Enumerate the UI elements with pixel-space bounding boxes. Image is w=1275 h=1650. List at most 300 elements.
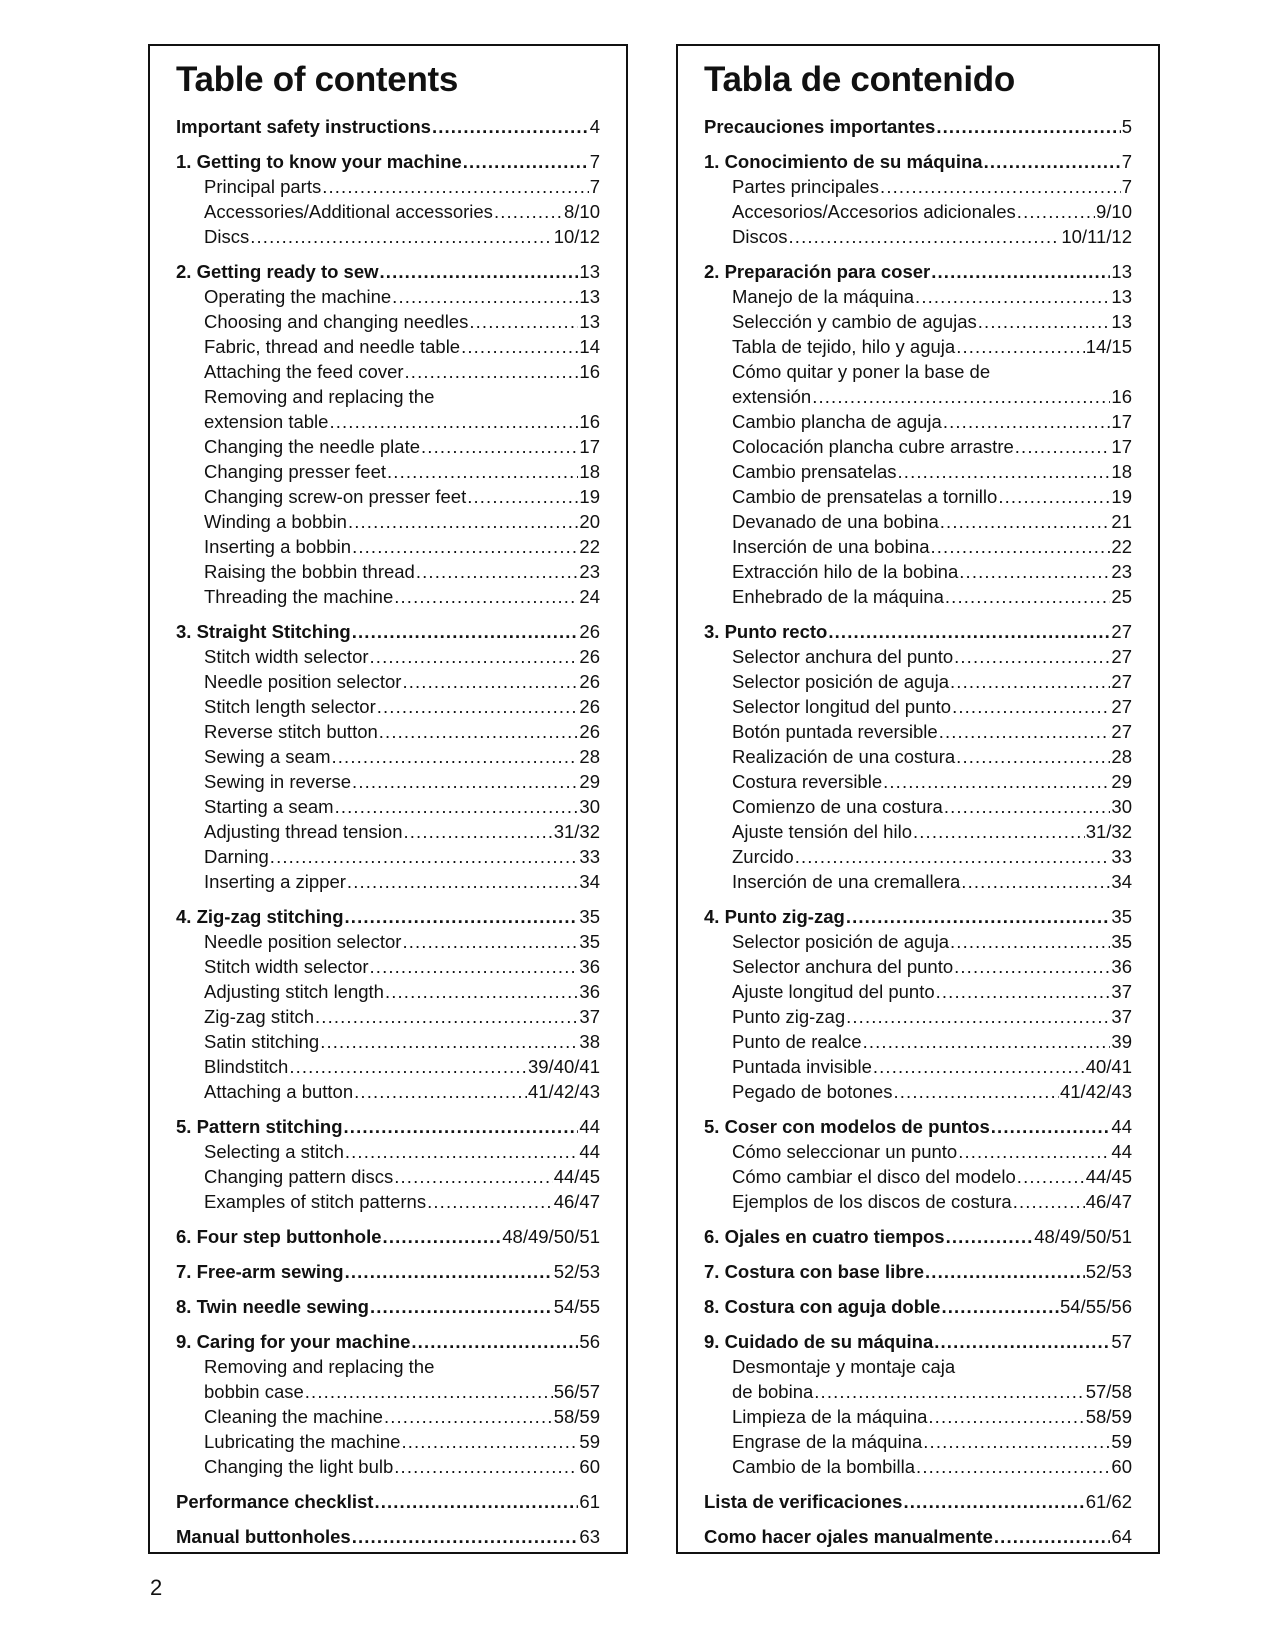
toc-entry-text: Inserción de una cremallera (732, 871, 961, 892)
toc-section-entry (704, 619, 1132, 644)
toc-entry-text: Needle position selector (204, 671, 402, 692)
toc-page-number: 22 (1111, 536, 1132, 557)
toc-entry-text: Zig-zag stitch (204, 1006, 315, 1027)
toc-subentry (176, 1379, 600, 1404)
toc-dot-leader (930, 534, 1110, 559)
toc-page-number: 21 (1111, 511, 1132, 532)
toc-page-number: 30 (1111, 796, 1132, 817)
toc-entry-text: Inserting a bobbin (204, 536, 352, 557)
toc-dot-leader (956, 334, 1085, 359)
toc-page-number: 58/59 (553, 1406, 600, 1427)
toc-group-gap (704, 1514, 1132, 1524)
toc-entry-text: Selector longitud del punto (732, 696, 952, 717)
toc-page-number: 38 (579, 1031, 600, 1052)
toc-subentry (176, 1189, 600, 1214)
toc-dot-leader (903, 1489, 1084, 1514)
toc-dot-leader (331, 744, 578, 769)
toc-page-number: 41/42/43 (1059, 1081, 1132, 1102)
toc-dot-leader (950, 929, 1110, 954)
toc-dot-leader (923, 1429, 1110, 1454)
toc-dot-leader (352, 619, 579, 644)
toc-page-number: 44 (1111, 1141, 1132, 1162)
toc-entry-text: Ejemplos de los discos de costura (732, 1191, 1012, 1212)
toc-entry-text: Removing and replacing the (204, 386, 435, 407)
toc-dot-leader (961, 869, 1110, 894)
toc-dot-leader (463, 149, 589, 174)
toc-dot-leader (289, 1054, 527, 1079)
toc-entry-text: 9. Caring for your machine (176, 1331, 411, 1352)
toc-dot-leader (387, 459, 578, 484)
toc-entry-text: Enhebrado de la máquina (732, 586, 944, 607)
toc-entry-text: Limpieza de la máquina (732, 1406, 928, 1427)
toc-entry-text: 4. Zig-zag stitching (176, 906, 344, 927)
toc-dot-leader (315, 1004, 578, 1029)
toc-entry-text: 3. Straight Stitching (176, 621, 351, 642)
toc-subentry (176, 409, 600, 434)
toc-group-gap (176, 1479, 600, 1489)
toc-entry-text: bobbin case (204, 1381, 304, 1402)
toc-page-number: 64 (1111, 1526, 1132, 1547)
toc-dot-leader (846, 904, 1111, 929)
toc-subentry (704, 719, 1132, 744)
toc-section-entry (704, 1259, 1132, 1284)
toc-subentry (176, 744, 600, 769)
toc-entry-text: Manual buttonholes (176, 1526, 351, 1547)
toc-section-entry (704, 259, 1132, 284)
toc-group-gap (176, 1104, 600, 1114)
toc-entry-text: extensión (732, 386, 812, 407)
toc-page-number: 28 (579, 746, 600, 767)
toc-entry-text: Accesorios/Accesorios adicionales (732, 201, 1016, 222)
toc-page-number: 46/47 (553, 1191, 600, 1212)
toc-page-number: 34 (1111, 871, 1132, 892)
toc-subentry (176, 584, 600, 609)
toc-group-gap (704, 249, 1132, 259)
toc-page-number: 23 (579, 561, 600, 582)
toc-page-number: 7 (1121, 151, 1132, 172)
toc-spanish-list (704, 114, 1132, 1549)
toc-subentry (704, 199, 1132, 224)
toc-subentry (704, 434, 1132, 459)
toc-page-number: 22 (579, 536, 600, 557)
toc-entry-text: Cleaning the machine (204, 1406, 383, 1427)
toc-entry-text: Realización de una costura (732, 746, 956, 767)
toc-subentry (704, 359, 1132, 384)
toc-page-number: 10/11/12 (1061, 226, 1132, 247)
toc-entry-text: Starting a seam (204, 796, 334, 817)
toc-subentry (176, 694, 600, 719)
toc-entry-text: Desmontaje y montaje caja (732, 1356, 956, 1377)
toc-dot-leader (348, 509, 578, 534)
toc-subentry (704, 669, 1132, 694)
toc-entry-text: 8. Costura con aguja doble (704, 1296, 941, 1317)
toc-page-number: 18 (579, 461, 600, 482)
toc-page-number: 63 (579, 1526, 600, 1547)
toc-entry-text: Blindstitch (204, 1056, 289, 1077)
toc-dot-leader (994, 1524, 1111, 1549)
toc-page-number: 5 (1121, 116, 1132, 137)
toc-page-number: 44 (579, 1141, 600, 1162)
toc-page-number: 58/59 (1085, 1406, 1132, 1427)
toc-page-number: 7 (589, 151, 600, 172)
toc-page-number: 56/57 (553, 1381, 600, 1402)
toc-page-number: 44 (1111, 1116, 1132, 1137)
toc-page-number: 20 (579, 511, 600, 532)
toc-dot-leader (416, 559, 579, 584)
toc-page-number: 23 (1111, 561, 1132, 582)
toc-dot-leader (795, 844, 1111, 869)
toc-dot-leader (916, 1454, 1110, 1479)
toc-subentry (704, 769, 1132, 794)
toc-entry-text: Engrase de la máquina (732, 1431, 923, 1452)
toc-entry-text: extension table (204, 411, 329, 432)
toc-entry-text: Inserción de una bobina (732, 536, 930, 557)
toc-dot-leader (936, 114, 1120, 139)
toc-group-gap (176, 249, 600, 259)
toc-entry-text: Changing pattern discs (204, 1166, 394, 1187)
toc-subentry (176, 844, 600, 869)
toc-dot-leader (944, 794, 1111, 819)
toc-dot-leader (384, 1404, 553, 1429)
toc-dot-leader (411, 1329, 578, 1354)
toc-dot-leader (335, 794, 579, 819)
toc-subentry (704, 509, 1132, 534)
toc-subentry (704, 644, 1132, 669)
toc-subentry (704, 484, 1132, 509)
toc-dot-leader (883, 769, 1110, 794)
toc-page-number: 52/53 (553, 1261, 600, 1282)
toc-group-gap (176, 139, 600, 149)
toc-subentry (176, 929, 600, 954)
toc-page-number: 36 (579, 956, 600, 977)
toc-dot-leader (998, 484, 1110, 509)
toc-page-number: 8/10 (563, 201, 600, 222)
toc-entry-text: 5. Coser con modelos de puntos (704, 1116, 990, 1137)
toc-dot-leader (383, 1224, 502, 1249)
toc-subentry (704, 1054, 1132, 1079)
toc-page-number: 9/10 (1095, 201, 1132, 222)
toc-subentry (704, 844, 1132, 869)
toc-page-number: 29 (1111, 771, 1132, 792)
toc-page-number: 24 (579, 586, 600, 607)
toc-subentry (176, 484, 600, 509)
toc-page-number: 27 (1111, 721, 1132, 742)
toc-page-number: 59 (579, 1431, 600, 1452)
toc-section-entry (704, 904, 1132, 929)
toc-entry-text: de bobina (732, 1381, 814, 1402)
toc-dot-leader (320, 1029, 578, 1054)
toc-subentry (176, 224, 600, 249)
toc-entry-text: Extracción hilo de la bobina (732, 561, 959, 582)
toc-page-number: 54/55/56 (1059, 1296, 1132, 1317)
toc-subentry (704, 744, 1132, 769)
toc-subentry (704, 794, 1132, 819)
toc-page-number: 19 (579, 486, 600, 507)
toc-subentry (704, 459, 1132, 484)
toc-subentry (176, 819, 600, 844)
toc-group-gap (704, 609, 1132, 619)
toc-entry-text: Cómo seleccionar un punto (732, 1141, 958, 1162)
toc-dot-leader (370, 1294, 553, 1319)
toc-subentry (704, 694, 1132, 719)
toc-entry-text: 2. Preparación para coser (704, 261, 931, 282)
toc-page-number: 37 (579, 1006, 600, 1027)
toc-dot-leader (954, 644, 1110, 669)
toc-subentry (704, 1004, 1132, 1029)
toc-section-entry (704, 114, 1132, 139)
toc-group-gap (176, 1284, 600, 1294)
toc-section-entry (704, 1524, 1132, 1549)
toc-entry-text: Selector anchura del punto (732, 646, 954, 667)
toc-entry-text: Cómo quitar y poner la base de (732, 361, 991, 382)
toc-group-gap (176, 1249, 600, 1259)
toc-subentry (704, 1454, 1132, 1479)
toc-subentry (176, 534, 600, 559)
toc-dot-leader (374, 1489, 578, 1514)
toc-page-number: 16 (579, 411, 600, 432)
toc-page-number: 31/32 (553, 821, 600, 842)
toc-group-gap (176, 894, 600, 904)
toc-entry-text: Sewing a seam (204, 746, 331, 767)
toc-entry-text: Performance checklist (176, 1491, 374, 1512)
toc-subentry (176, 1404, 600, 1429)
toc-page-number: 13 (579, 286, 600, 307)
toc-entry-text: 6. Four step buttonhole (176, 1226, 382, 1247)
toc-dot-leader (789, 224, 1061, 249)
toc-dot-leader (954, 954, 1110, 979)
toc-entry-text: Tabla de tejido, hilo y aguja (732, 336, 956, 357)
toc-subentry (176, 719, 600, 744)
toc-dot-leader (946, 1224, 1034, 1249)
toc-entry-text: Threading the machine (204, 586, 394, 607)
toc-entry-text: Cambio de prensatelas a tornillo (732, 486, 998, 507)
toc-page-number: 30 (579, 796, 600, 817)
toc-dot-leader (270, 844, 579, 869)
toc-page-number: 14 (579, 336, 600, 357)
toc-subentry (704, 309, 1132, 334)
toc-entry-text: Changing the needle plate (204, 436, 421, 457)
toc-section-entry (176, 1489, 600, 1514)
toc-dot-leader (1017, 1164, 1085, 1189)
toc-dot-leader (352, 1524, 579, 1549)
toc-page-number: 26 (579, 621, 600, 642)
toc-entry-text: Zurcido (732, 846, 794, 867)
toc-entry-text: Lista de verificaciones (704, 1491, 903, 1512)
toc-dot-leader (893, 1079, 1059, 1104)
toc-entry-text: Punto zig-zag (732, 1006, 846, 1027)
toc-subentry (704, 174, 1132, 199)
toc-subentry (704, 559, 1132, 584)
toc-section-entry (704, 1294, 1132, 1319)
toc-subentry (176, 1164, 600, 1189)
toc-page-number: 10/12 (553, 226, 600, 247)
toc-section-entry (176, 149, 600, 174)
toc-dot-leader (950, 669, 1110, 694)
toc-entry-text: Botón puntada reversible (732, 721, 938, 742)
toc-entry-text: 1. Conocimiento de su máquina (704, 151, 983, 172)
toc-dot-leader (370, 644, 579, 669)
toc-dot-leader (873, 1054, 1085, 1079)
toc-subentry (176, 559, 600, 584)
toc-page-number: 13 (1111, 261, 1132, 282)
toc-subentry (704, 534, 1132, 559)
toc-page-number: 7 (1121, 176, 1132, 197)
toc-entry-text: 7. Free-arm sewing (176, 1261, 344, 1282)
toc-dot-leader (984, 149, 1121, 174)
toc-subentry (704, 1029, 1132, 1054)
toc-section-entry (176, 1524, 600, 1549)
toc-subentry (176, 1029, 600, 1054)
toc-dot-leader (880, 174, 1121, 199)
toc-page-number: 60 (1111, 1456, 1132, 1477)
toc-page-number: 17 (1111, 436, 1132, 457)
toc-entry-text: Pegado de botones (732, 1081, 893, 1102)
toc-page-number: 27 (1111, 621, 1132, 642)
toc-entry-text: Stitch width selector (204, 646, 369, 667)
toc-page-number: 17 (579, 436, 600, 457)
toc-subentry (176, 769, 600, 794)
toc-group-gap (704, 1104, 1132, 1114)
toc-group-gap (176, 1214, 600, 1224)
toc-subentry (704, 1189, 1132, 1214)
toc-dot-leader (1015, 434, 1111, 459)
toc-page-number: 16 (1111, 386, 1132, 407)
toc-dot-leader (392, 284, 578, 309)
toc-dot-leader (402, 669, 578, 694)
toc-entry-text: Accessories/Additional accessories (204, 201, 493, 222)
toc-subentry (704, 1354, 1132, 1379)
toc-entry-text: Stitch length selector (204, 696, 376, 717)
toc-entry-text: Changing screw-on presser feet (204, 486, 467, 507)
toc-dot-leader (394, 1454, 578, 1479)
toc-entry-text: 2. Getting ready to sew (176, 261, 379, 282)
toc-page-number: 40/41 (1085, 1056, 1132, 1077)
toc-section-entry (176, 1259, 600, 1284)
toc-subentry (176, 434, 600, 459)
toc-dot-leader (402, 929, 578, 954)
toc-subentry (176, 869, 600, 894)
toc-entry-text: Cambio prensatelas (732, 461, 897, 482)
toc-entry-text: Selección y cambio de agujas (732, 311, 977, 332)
toc-page-number: 26 (579, 646, 600, 667)
toc-entry-text: 7. Costura con base libre (704, 1261, 925, 1282)
toc-page-number: 27 (1111, 646, 1132, 667)
toc-page-number: 33 (1111, 846, 1132, 867)
toc-section-entry (176, 1114, 600, 1139)
toc-page-number: 26 (579, 696, 600, 717)
toc-page-number: 41/42/43 (527, 1081, 600, 1102)
toc-dot-leader (814, 1379, 1084, 1404)
toc-english-panel (148, 44, 628, 1554)
toc-section-entry (176, 114, 600, 139)
toc-page-number: 18 (1111, 461, 1132, 482)
toc-dot-leader (427, 1189, 553, 1214)
toc-dot-leader (925, 1259, 1085, 1284)
toc-dot-leader (461, 334, 578, 359)
toc-entry-text: Inserting a zipper (204, 871, 346, 892)
toc-entry-text: Attaching a button (204, 1081, 354, 1102)
toc-section-entry (176, 259, 600, 284)
toc-entry-text: Raising the bobbin thread (204, 561, 415, 582)
toc-subentry (704, 334, 1132, 359)
toc-entry-text: Devanado de una bobina (732, 511, 939, 532)
toc-subentry (176, 174, 600, 199)
toc-dot-leader (952, 694, 1110, 719)
toc-dot-leader (352, 769, 578, 794)
toc-page-number: 37 (1111, 981, 1132, 1002)
toc-group-gap (704, 1479, 1132, 1489)
toc-entry-text: 6. Ojales en cuatro tiempos (704, 1226, 945, 1247)
toc-group-gap (704, 1249, 1132, 1259)
toc-page-number: 13 (579, 261, 600, 282)
toc-entry-text: Attaching the feed cover (204, 361, 404, 382)
toc-section-entry (704, 1329, 1132, 1354)
toc-group-gap (176, 1319, 600, 1329)
toc-page-number: 27 (1111, 696, 1132, 717)
toc-dot-leader (421, 434, 578, 459)
toc-page-number: 26 (579, 721, 600, 742)
toc-entry-text: Reverse stitch button (204, 721, 378, 742)
toc-subentry (176, 1429, 600, 1454)
toc-subentry (176, 979, 600, 1004)
toc-entry-text: Fabric, thread and needle table (204, 336, 461, 357)
toc-entry-text: Stitch width selector (204, 956, 369, 977)
toc-group-gap (704, 1214, 1132, 1224)
toc-page-number: 37 (1111, 1006, 1132, 1027)
toc-entry-text: Examples of stitch patterns (204, 1191, 427, 1212)
toc-dot-leader (250, 224, 552, 249)
toc-entry-text: Needle position selector (204, 931, 402, 952)
toc-page-number: 46/47 (1085, 1191, 1132, 1212)
toc-entry-text: Selecting a stitch (204, 1141, 344, 1162)
toc-subentry (704, 979, 1132, 1004)
toc-dot-leader (991, 1114, 1111, 1139)
toc-subentry (176, 359, 600, 384)
toc-entry-text: Principal parts (204, 176, 322, 197)
toc-page-number: 35 (1111, 906, 1132, 927)
toc-page-number: 28 (1111, 746, 1132, 767)
toc-section-entry (704, 1489, 1132, 1514)
toc-dot-leader (934, 1329, 1110, 1354)
toc-entry-text: Selector posición de aguja (732, 671, 950, 692)
toc-subentry (176, 1054, 600, 1079)
toc-subentry (176, 1079, 600, 1104)
toc-group-gap (704, 894, 1132, 904)
toc-dot-leader (936, 979, 1111, 1004)
toc-subentry (704, 1404, 1132, 1429)
toc-page-number: 44 (579, 1116, 600, 1137)
toc-subentry (704, 1079, 1132, 1104)
toc-page-number: 19 (1111, 486, 1132, 507)
toc-dot-leader (405, 359, 579, 384)
toc-entry-text: Operating the machine (204, 286, 392, 307)
toc-dot-leader (939, 719, 1111, 744)
toc-subentry (176, 384, 600, 409)
toc-page-number: 4 (589, 116, 600, 137)
toc-group-gap (704, 1284, 1132, 1294)
toc-page-number: 44/45 (1085, 1166, 1132, 1187)
toc-dot-leader (404, 819, 553, 844)
toc-page-number: 36 (1111, 956, 1132, 977)
toc-page-number: 35 (579, 931, 600, 952)
toc-page-number: 61 (579, 1491, 600, 1512)
toc-entry-text: Darning (204, 846, 269, 867)
toc-entry-text: Removing and replacing the (204, 1356, 435, 1377)
toc-dot-leader (345, 1259, 553, 1284)
toc-entry-text: Partes principales (732, 176, 880, 197)
toc-entry-text: Satin stitching (204, 1031, 320, 1052)
toc-page-number: 52/53 (1085, 1261, 1132, 1282)
